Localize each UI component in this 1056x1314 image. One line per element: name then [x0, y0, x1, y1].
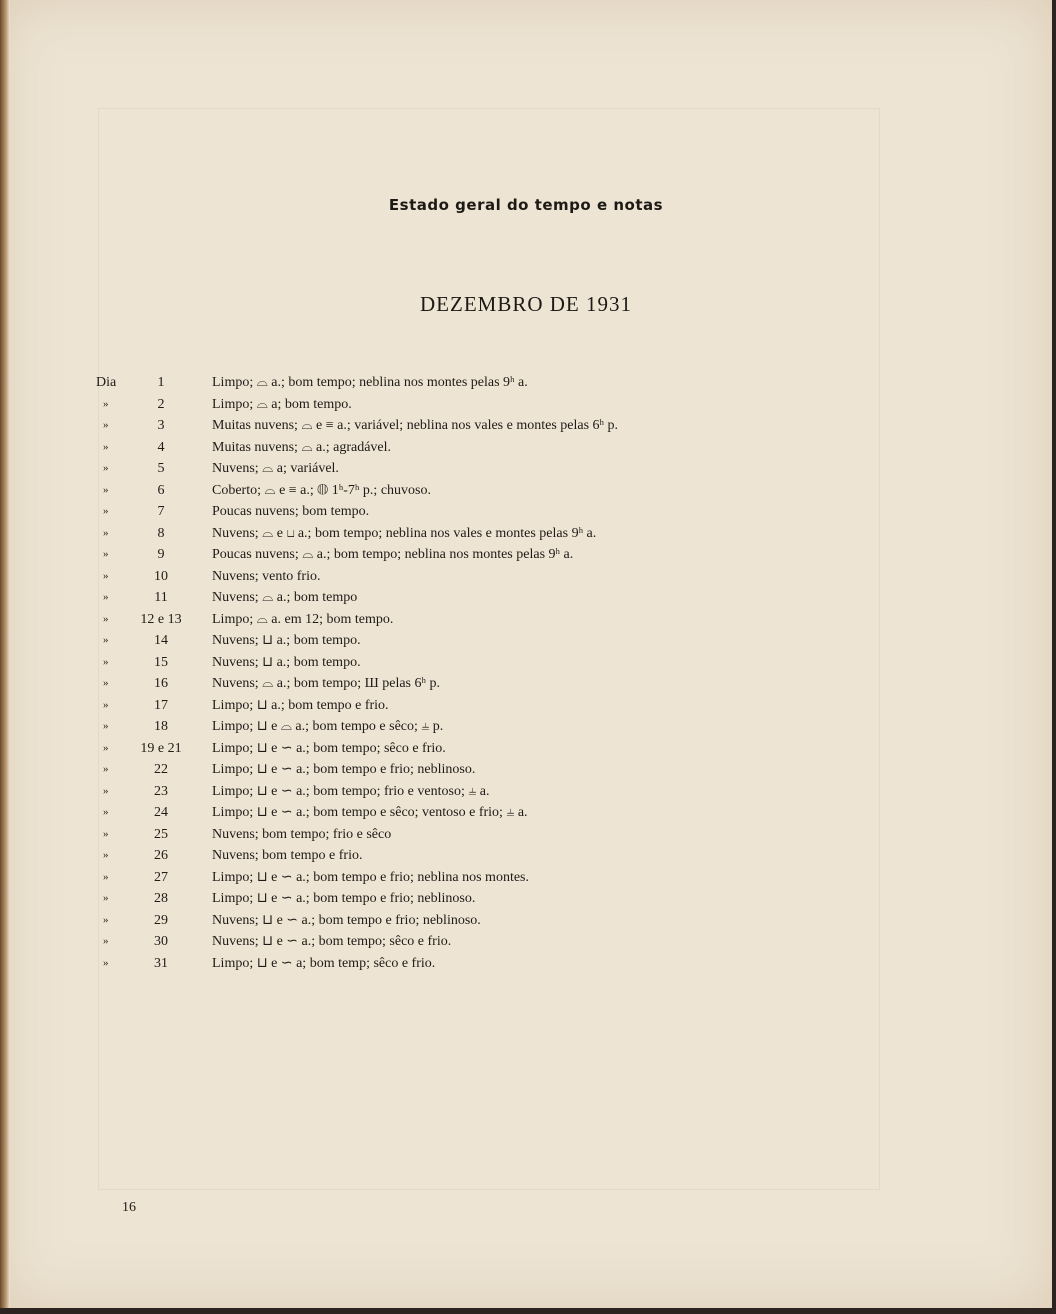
ditto-mark: »: [103, 419, 109, 431]
ditto-mark: »: [103, 741, 109, 754]
weather-description: Coberto; ⌓ e ≡ a.; ◍ 1ʰ-7ʰ p.; chuvoso.: [212, 482, 431, 498]
weather-description: Limpo; ⊔ e ∽ a.; bom tempo e frio; neblina nos montes.: [212, 869, 529, 885]
list-item: [0, 910, 1052, 932]
weather-description: Nuvens; ⌓ a; variável.: [212, 461, 339, 476]
weather-description: Nuvens; ⌓ a.; bom tempo: [212, 590, 358, 605]
weather-description: Nuvens; ⊔ e ∽ a.; bom tempo; sêco e frio.: [212, 934, 452, 949]
ditto-mark: »: [103, 870, 109, 883]
list-item: [0, 415, 1052, 437]
day-number: 6: [157, 482, 165, 498]
day-number: 7: [157, 504, 165, 519]
list-item: [0, 845, 1052, 867]
day-number: 8: [157, 525, 165, 541]
list-item: [0, 931, 1052, 953]
weather-description: Limpo; ⌓ a; bom tempo.: [212, 396, 352, 412]
list-item: [0, 824, 1052, 846]
ditto-mark: »: [103, 935, 109, 947]
day-number: 30: [154, 934, 168, 949]
weather-description: Poucas nuvens; ⌓ a.; bom tempo; neblina nos montes pelas 9ʰ a.: [212, 547, 574, 562]
day-number: 11: [154, 590, 168, 605]
weather-description: Limpo; ⊔ e ∽ a.; bom tempo; sêco e frio.: [212, 740, 446, 756]
day-number: 14: [154, 633, 168, 648]
list-item: [0, 394, 1052, 416]
weather-description: Limpo; ⊔ e ∽ a.; bom tempo e frio; neblinoso.: [212, 762, 476, 777]
list-item: [0, 652, 1052, 674]
day-number: 4: [157, 439, 165, 455]
list-item: [0, 609, 1052, 631]
weather-description: Limpo; ⊔ e ∽ a.; bom tempo; frio e ventoso; ⫨ a.: [212, 783, 490, 799]
weather-description: Nuvens; ⊔ a.; bom tempo.: [212, 633, 361, 648]
list-item: [0, 673, 1052, 695]
list-item: [0, 437, 1052, 459]
ditto-mark: »: [103, 526, 109, 539]
weather-description: Nuvens; bom tempo e frio.: [212, 848, 363, 863]
weather-description: Limpo; ⊔ e ∽ a; bom temp; sêco e frio.: [212, 955, 436, 971]
day-number: 25: [154, 826, 168, 842]
ditto-mark: »: [103, 892, 109, 904]
weather-description: Limpo; ⊔ e ⌓ a.; bom tempo e sêco; ⫨ p.: [212, 719, 444, 734]
day-number: 10: [154, 568, 168, 584]
day-number: 16: [154, 676, 168, 691]
day-number: 27: [154, 869, 168, 885]
day-number: 29: [154, 912, 168, 928]
ditto-mark: »: [103, 397, 109, 410]
day-number: 26: [154, 848, 168, 863]
weather-description: Nuvens; ⌓ e ⊔ a.; bom tempo; neblina nos vales e montes pelas 9ʰ a.: [212, 525, 597, 541]
ditto-mark: »: [103, 677, 109, 689]
ditto-mark: »: [103, 655, 109, 668]
ditto-mark: »: [103, 634, 109, 646]
list-item: [0, 888, 1052, 910]
ditto-mark: »: [103, 827, 109, 840]
ditto-mark: »: [103, 913, 109, 926]
daily-weather-list: [0, 372, 1052, 974]
ditto-mark: »: [103, 440, 109, 453]
list-item: [0, 566, 1052, 588]
day-number: 12 e 13: [140, 611, 182, 627]
ditto-mark: »: [103, 763, 109, 775]
weather-description: Poucas nuvens; bom tempo.: [212, 504, 370, 519]
day-number: 9: [157, 547, 165, 562]
day-number: 28: [154, 891, 168, 906]
day-number: 24: [154, 805, 168, 820]
list-item: [0, 523, 1052, 545]
list-item: [0, 544, 1052, 566]
list-item: [0, 372, 1052, 394]
weather-description: Nuvens; ⌓ a.; bom tempo; Ш pelas 6ʰ p.: [212, 676, 440, 691]
ditto-mark: »: [103, 548, 109, 560]
day-number: 1: [157, 375, 165, 390]
ditto-mark: »: [103, 505, 109, 517]
list-item: [0, 759, 1052, 781]
day-number: 2: [157, 396, 165, 412]
day-number: 15: [154, 654, 168, 670]
section-heading: Estado geral do tempo e notas: [388, 196, 664, 214]
weather-description: Muitas nuvens; ⌓ a.; agradável.: [212, 439, 392, 455]
ditto-mark: »: [103, 569, 109, 582]
ditto-mark: »: [103, 784, 109, 797]
list-item: [0, 501, 1052, 523]
weather-description: Nuvens; ⊔ e ∽ a.; bom tempo e frio; neblinoso.: [212, 912, 481, 928]
day-number: 19 e 21: [140, 740, 182, 756]
weather-description: Limpo; ⌓ a. em 12; bom tempo.: [212, 611, 394, 627]
month-title: DEZEMBRO DE 1931: [420, 292, 632, 316]
ditto-mark: »: [103, 483, 109, 496]
ditto-mark: »: [103, 698, 109, 711]
page-number: 16: [122, 1200, 136, 1215]
weather-description: Nuvens; bom tempo; frio e sêco: [212, 826, 392, 842]
ditto-mark: »: [103, 462, 109, 474]
ditto-mark: »: [103, 720, 109, 732]
list-item: [0, 781, 1052, 803]
weather-description: Limpo; ⊔ e ∽ a.; bom tempo e frio; neblinoso.: [212, 891, 476, 906]
ditto-mark: »: [103, 849, 109, 861]
ditto-mark: »: [103, 806, 109, 818]
day-label: Dia: [96, 375, 117, 390]
day-number: 3: [157, 418, 165, 433]
list-item: [0, 695, 1052, 717]
list-item: [0, 867, 1052, 889]
list-item: [0, 630, 1052, 652]
list-item: [0, 587, 1052, 609]
weather-description: Limpo; ⊔ a.; bom tempo e frio.: [212, 697, 389, 713]
day-number: 17: [154, 697, 168, 713]
list-item: [0, 716, 1052, 738]
ditto-mark: »: [103, 591, 109, 603]
weather-description: Limpo; ⊔ e ∽ a.; bom tempo e sêco; ventoso e frio; ⫨ a.: [212, 805, 528, 820]
weather-description: Nuvens; vento frio.: [212, 568, 321, 584]
day-number: 18: [154, 719, 168, 734]
list-item: [0, 480, 1052, 502]
list-item: [0, 802, 1052, 824]
day-number: 23: [154, 783, 168, 799]
day-number: 5: [157, 461, 165, 476]
weather-description: Nuvens; ⊔ a.; bom tempo.: [212, 654, 361, 670]
weather-description: Limpo; ⌓ a.; bom tempo; neblina nos montes pelas 9ʰ a.: [212, 375, 528, 390]
weather-description: Muitas nuvens; ⌓ e ≡ a.; variável; neblina nos vales e montes pelas 6ʰ p.: [212, 418, 619, 433]
list-item: [0, 953, 1052, 975]
list-item: [0, 458, 1052, 480]
list-item: [0, 738, 1052, 760]
day-number: 22: [154, 762, 168, 777]
day-number: 31: [154, 955, 168, 971]
ditto-mark: »: [103, 956, 109, 969]
ditto-mark: »: [103, 612, 109, 625]
